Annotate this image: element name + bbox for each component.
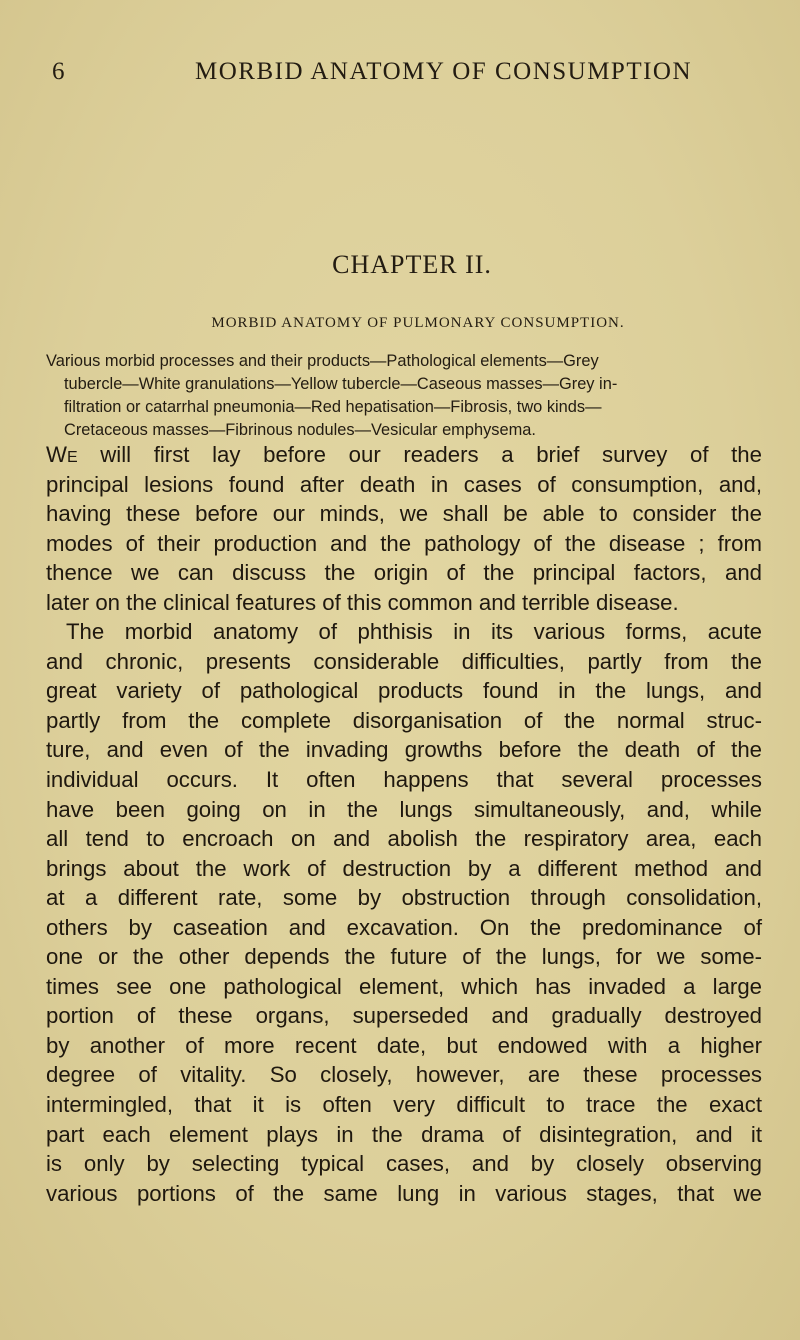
synopsis-line: Cretaceous masses—Fibrinous nodules—Vesicular emphysema. [64, 421, 536, 439]
body-line: one or the other depends the future of the lungs, for we some- [46, 944, 762, 970]
body-line-first [46, 440, 762, 470]
synopsis-line: filtration or catarrhal pneumonia—Red hepatisation—Fibrosis, two kinds— [64, 398, 602, 416]
chapter-synopsis [46, 350, 762, 442]
body-line: brings about the work of destruction by a different method and [46, 855, 762, 881]
chapter-title: CHAPTER II. [332, 250, 492, 279]
chapter-subtitle: MORBID ANATOMY OF PULMONARY CONSUMPTION. [211, 315, 625, 331]
body-line: have been going on in the lungs simultaneously, and, while [46, 796, 762, 822]
body-line: and chronic, presents considerable difficulties, partly from the [46, 648, 762, 674]
body-line: others by caseation and excavation. On the predominance of [46, 914, 762, 940]
synopsis-line: tubercle—White granulations—Yellow tubercle—Caseous masses—Grey in- [64, 375, 618, 393]
body-line: later on the clinical features of this common and terrible disease. [46, 589, 679, 615]
body-line: various portions of the same lung in various stages, that we [46, 1180, 762, 1206]
body-line: thence we can discuss the origin of the principal factors, and [46, 560, 762, 586]
synopsis-line: Various morbid processes and their products—Pathological elements—Grey [46, 352, 599, 370]
body-line: is only by selecting typical cases, and by closely observing [46, 1151, 762, 1177]
first-word: We [46, 442, 78, 467]
body-line: portion of these organs, superseded and gradually destroyed [46, 1003, 762, 1029]
body-line: intermingled, that it is often very difficult to trace the exact [46, 1092, 762, 1118]
body-line: principal lesions found after death in cases of consumption, and, [46, 471, 762, 497]
page-number: 6 [52, 58, 66, 85]
body-line: by another of more recent date, but endowed with a higher [46, 1032, 762, 1058]
body-line: ture, and even of the invading growths before the death of the [46, 737, 762, 763]
body-line: having these before our minds, we shall be able to consider the [46, 501, 762, 527]
body-line: The morbid anatomy of phthisis in its various forms, acute [66, 619, 762, 645]
body-line: modes of their production and the pathology of the disease ; from [46, 530, 762, 556]
body-line: degree of vitality. So closely, however, are these processes [46, 1062, 762, 1088]
running-title: MORBID ANATOMY OF CONSUMPTION [195, 58, 693, 85]
body-line: partly from the complete disorganisation of the normal struc- [46, 707, 762, 733]
body-line: great variety of pathological products found in the lungs, and [46, 678, 762, 704]
body-line: part each element plays in the drama of disintegration, and it [46, 1121, 762, 1147]
body-line: individual occurs. It often happens that several processes [46, 767, 762, 793]
body-line: at a different rate, some by obstruction through consolidation, [46, 885, 762, 911]
running-head [52, 58, 752, 88]
body-text [46, 440, 762, 1208]
body-line: all tend to encroach on and abolish the respiratory area, each [46, 826, 762, 852]
body-line-text: will first lay before our readers a brief survey of the [100, 442, 762, 467]
body-line: times see one pathological element, which has invaded a large [46, 973, 762, 999]
